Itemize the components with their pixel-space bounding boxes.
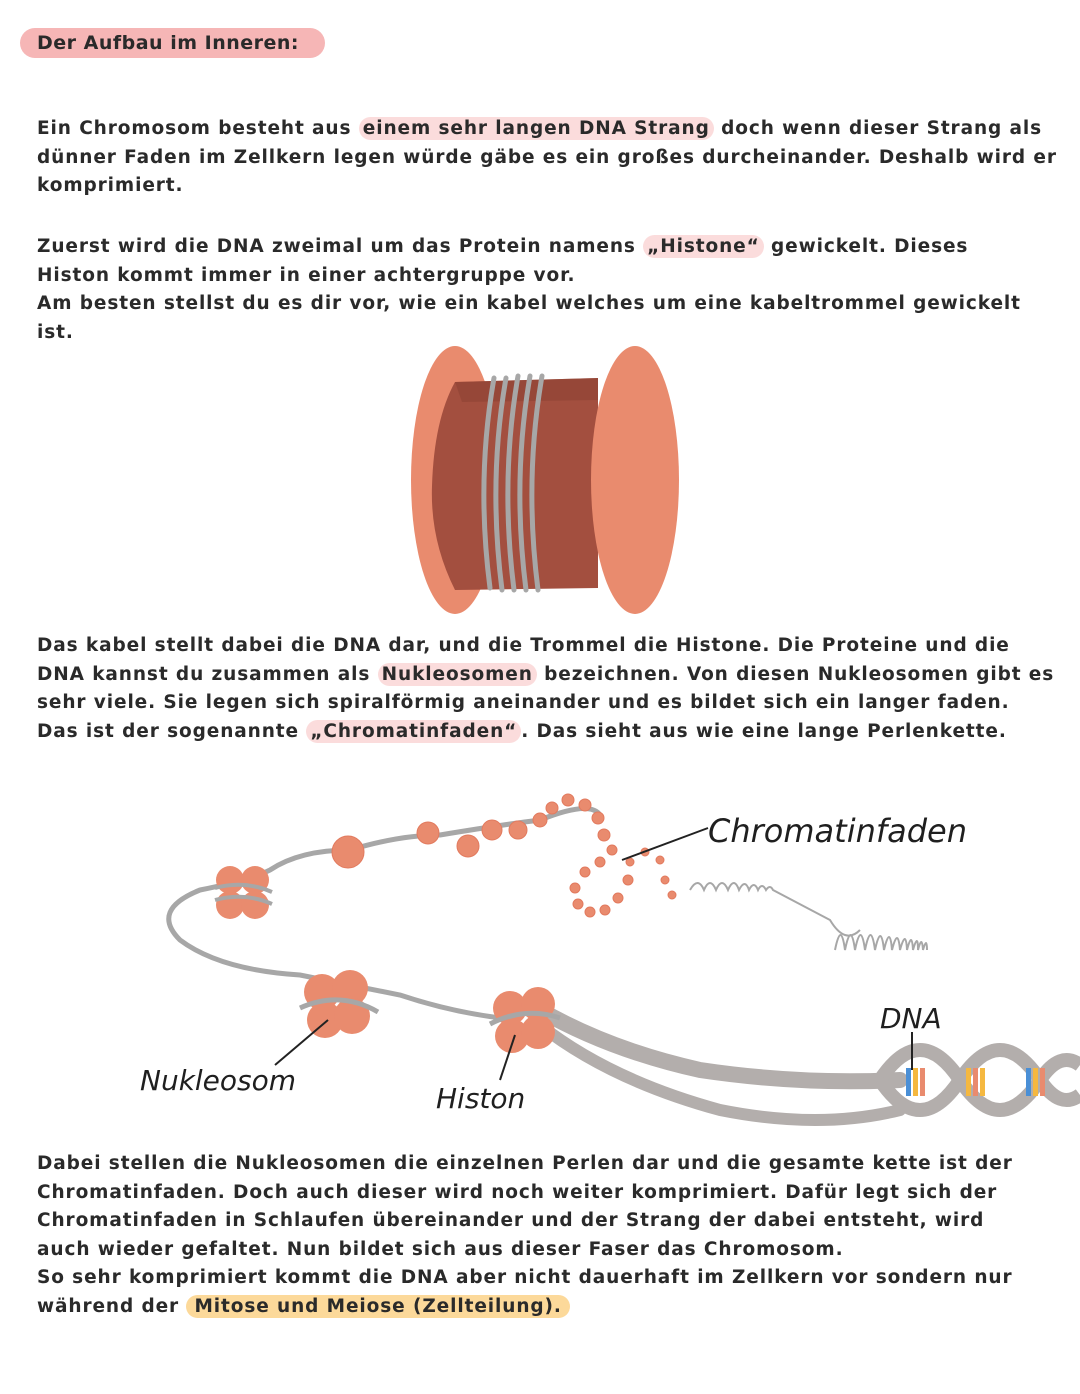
- pointer-nukleosom: [275, 1020, 328, 1065]
- p2-text-b: gewickelt. Dieses Histon kommt immer in einer achtergruppe vor.: [37, 236, 969, 286]
- p1-text-b: doch wenn dieser Strang als dünner Faden im Zellkern legen würde gäbe es ein großes durcheinander. Deshalb wird er komprimiert.: [37, 118, 1057, 197]
- p3-text-b: bezeichnen. Von diesen Nukleosomen gibt es sehr viele. Sie legen sich spiralförmig aneinander und es bildet sich ein langer faden. Das ist der sogenannte: [37, 663, 1055, 742]
- pointer-chromatin: [622, 828, 708, 860]
- p1-text-a: Ein Chromosom besteht aus: [37, 118, 359, 139]
- p4-highlight-mitose: Mitose und Meiose (Zellteilung).: [186, 1295, 569, 1318]
- chromatin-diagram: [0, 780, 1080, 1150]
- label-nukleosom: Nukleosom: [140, 1064, 297, 1097]
- nucleosome-lower: [300, 970, 378, 1038]
- nucleosome-upper: [215, 866, 272, 919]
- paragraph-intro: [37, 115, 1057, 201]
- label-dna: DNA: [880, 1002, 942, 1035]
- cable-spool-illustration: [0, 340, 1080, 625]
- p3-text-a: Das kabel stellt dabei die DNA dar, und die Trommel die Histone. Die Proteine und die DNA kannst du zusammen als: [37, 635, 1010, 685]
- label-histon: Histon: [436, 1082, 526, 1115]
- paragraph-histone: [37, 233, 1027, 347]
- dna-thick-strand: [540, 1010, 900, 1081]
- nucleosome-histon: [490, 987, 560, 1053]
- p2-text-a: Zuerst wird die DNA zweimal um das Protein namens: [37, 236, 644, 257]
- p1-highlight: einem sehr langen DNA Strang: [359, 117, 714, 140]
- spool-right-flange: [591, 346, 679, 614]
- chromatin-beads: [332, 794, 676, 917]
- p4-text-b: So sehr komprimiert kommt die DNA aber nicht dauerhaft im Zellkern vor sondern nur während der: [37, 1267, 1013, 1317]
- p4-text-a: Dabei stellen die Nukleosomen die einzelnen Perlen dar und die gesamte kette ist der Chromatinfaden. Doch auch dieser wird noch weiter komprimiert. Dafür legt sich der Chromatinfaden in Schlaufen übereinander und der Strang der dabei entsteht, wird auch wieder gefaltet. Nun bildet sich aus dieser Faser das Chromosom.: [37, 1153, 1013, 1260]
- dna-double-helix: [880, 1050, 1080, 1110]
- paragraph-nucleosome: [37, 632, 1057, 746]
- chromatin-coil: [690, 883, 860, 936]
- label-chromatinfaden: Chromatinfaden: [708, 812, 968, 850]
- section-title: Der Aufbau im Inneren:: [20, 28, 325, 58]
- p2-highlight: „Histone“: [643, 235, 764, 258]
- p3-highlight-chromatinfaden: „Chromatinfaden“: [306, 720, 521, 743]
- p2-text-c: Am besten stellst du es dir vor, wie ein kabel welches um eine kabeltrommel gewickelt ist.: [37, 293, 1021, 343]
- p3-highlight-nukleosomen: Nukleosomen: [378, 663, 537, 686]
- p3-text-c: . Das sieht aus wie eine lange Perlenkette.: [521, 720, 1007, 742]
- paragraph-compression: [37, 1150, 1027, 1322]
